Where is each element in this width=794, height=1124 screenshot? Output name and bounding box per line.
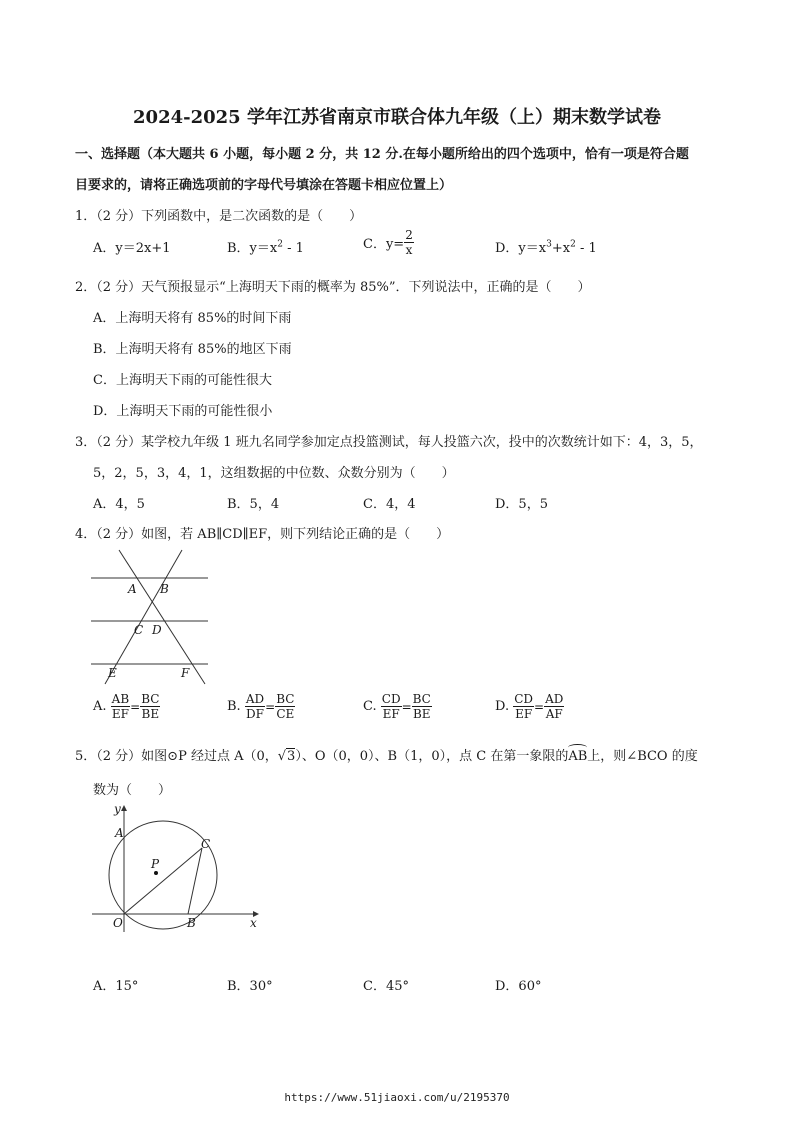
q1-stem: 1．（2 分）下列函数中，是二次函数的是（ ） (75, 209, 363, 224)
section-header-line1: 一、选择题（本大题共 6 小题，每小题 2 分，共 12 分.在每小题所给出的四个选项中，恰有一项是符合题 (75, 147, 689, 162)
label-y: y (114, 802, 121, 816)
label-p: P (151, 857, 160, 871)
q1-option-d: D．$y=x^3+x^2 - 1$ (495, 239, 597, 256)
q5-circle-figure (88, 800, 263, 935)
page-title: 2024-2025 学年江苏省南京市联合体九年级（上）期末数学试卷 (133, 107, 661, 128)
q5-stem-line2: 数为（ ） (93, 783, 172, 798)
q5-option-c: C．45° (363, 979, 409, 994)
q2-option-b: B．上海明天将有 85%的地区下雨 (93, 342, 292, 357)
q1-option-a: A．y＝2x+1 (93, 241, 171, 256)
label-c: C (201, 837, 211, 851)
label-f: F (181, 666, 190, 680)
label-a: A (128, 582, 137, 596)
label-x: x (250, 916, 257, 930)
q5-option-b: B．30° (227, 979, 273, 994)
label-d: D (152, 623, 162, 637)
q4-option-d: D. $\frac{CD}{EF}$ = $\frac{AD}{AF}$ (495, 692, 564, 721)
label-c: C (134, 623, 144, 637)
q1-option-b: B．$y=x^2 - 1$ (227, 239, 304, 256)
q3-option-b: B．5，4 (227, 497, 280, 512)
q4-option-c: C. $\frac{CD}{EF}$ = $\frac{BC}{BE}$ (363, 692, 431, 721)
q4-option-a: A. $\frac{AB}{EF}$ = $\frac{BC}{BE}$ (93, 692, 160, 721)
label-b: B (160, 582, 169, 596)
q2-option-d: D．上海明天下雨的可能性很小 (93, 404, 273, 419)
center-point-p (154, 871, 158, 875)
q4-stem: 4．（2 分）如图，若 AB∥CD∥EF，则下列结论正确的是（ ） (75, 527, 450, 542)
q1-option-c: C．y= $\frac{2}{x}$ (363, 228, 413, 257)
q3-option-c: C．4，4 (363, 497, 416, 512)
q2-option-a: A．上海明天将有 85%的时间下雨 (93, 311, 292, 326)
arc-ab: AB (568, 749, 588, 764)
label-o: O (113, 916, 123, 930)
label-e: E (108, 666, 117, 680)
q5-stem-line1: 5．（2 分）如图⊙P 经过点 A（0，√3）、O（0，0）、B（1，0），点 C 在第一象限的AB上，则∠BCO 的度 (75, 749, 698, 764)
label-a: A (115, 826, 124, 840)
footer-url[interactable]: https://www.51jiaoxi.com/u/2195370 (284, 1091, 510, 1104)
q3-option-d: D．5，5 (495, 497, 548, 512)
q5-option-d: D．60° (495, 979, 542, 994)
q3-line2: 5，2，5，3，4，1，这组数据的中位数、众数分别为（ ） (93, 466, 455, 481)
q4-parallel-lines-figure (88, 546, 213, 686)
label-b: B (187, 916, 196, 930)
q2-stem: 2．（2 分）天气预报显示“上海明天下雨的概率为 85%”．下列说法中，正确的是（ ） (75, 280, 591, 295)
q3-option-a: A．4，5 (93, 497, 145, 512)
q2-option-c: C．上海明天下雨的可能性很大 (93, 373, 272, 388)
q5-option-a: A．15° (93, 979, 139, 994)
q3-line1: 3．（2 分）某学校九年级 1 班九名同学参加定点投篮测试，每人投篮六次，投中的次数统计如下：4，3，5， (75, 435, 703, 450)
q4-option-b: B. $\frac{AD}{DF}$ = $\frac{BC}{CE}$ (227, 692, 295, 721)
section-header-line2: 目要求的，请将正确选项前的字母代号填涂在答题卡相应位置上） (75, 178, 453, 193)
